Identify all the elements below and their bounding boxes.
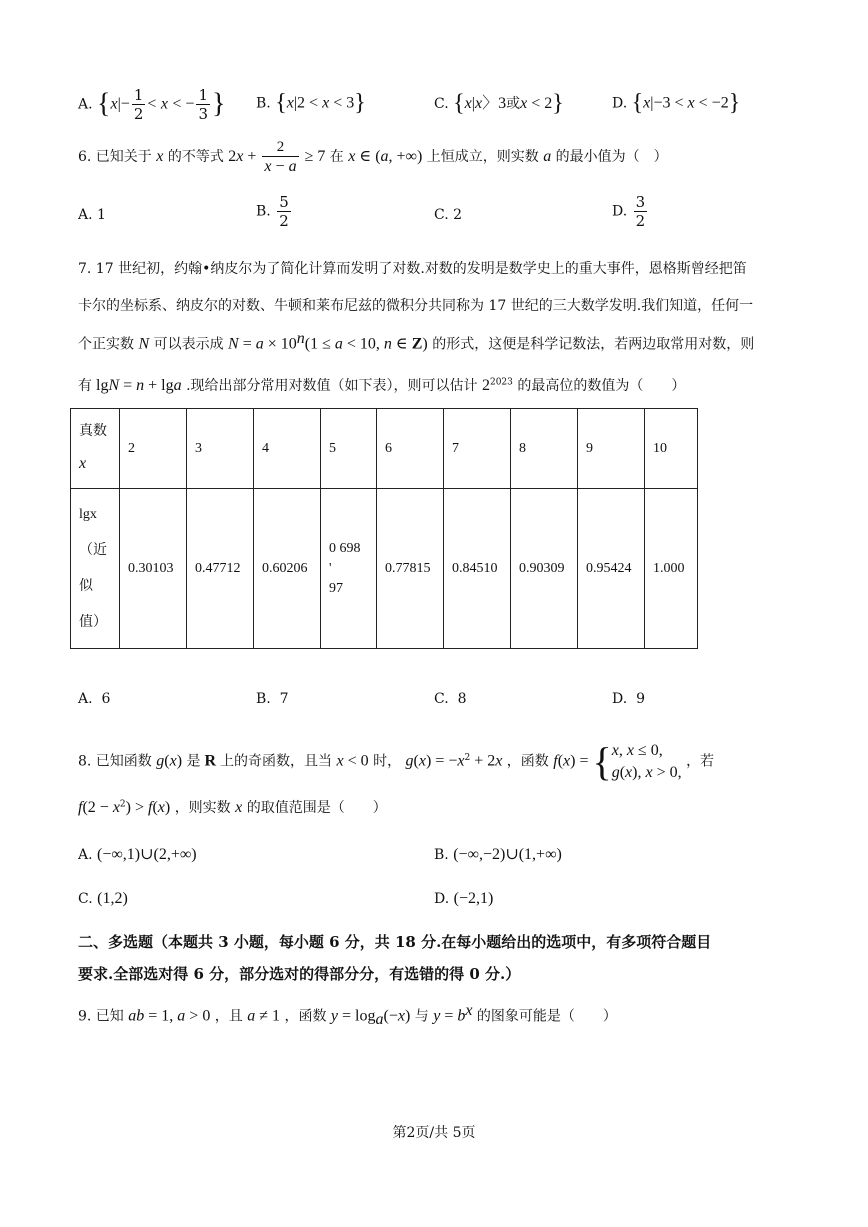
table-cell: 0.90309 xyxy=(511,489,578,649)
q6-stem: 6. 已知关于 x 的不等式 2x + $\frac{2}{x - a}$ ≥ 7 在 x ∈ (a, +∞) 上恒成立，则实数 a 的最小值为（ ） xyxy=(78,139,668,175)
table-cell: 2 xyxy=(120,409,187,489)
table-cell: 0.47712 xyxy=(187,489,254,649)
q7-line-4: 有 lgN = n + lga .现给出部分常用对数值（如下表），则可以估计 $2^{2023}$ 的最高位的数值为（ ） xyxy=(78,377,686,394)
q7-line-3: 个正实数 N 可以表示成 $N = a \times 10^n(1 \le a < 10$, n ∈ Z) 的形式，这便是科学记数法，若两边取常用对数，则 xyxy=(78,330,755,353)
q6-option-a: A. 1 xyxy=(78,207,106,223)
section-2-subheading: 要求.全部选对得 6 分，部分选对的得部分分，有选错的得 0 分.） xyxy=(78,965,521,983)
q6-option-b: B. $\frac{5}{2}$ xyxy=(256,193,289,230)
table-cell: 10 xyxy=(645,409,698,489)
page-footer: 第2页/共 5页 xyxy=(392,1125,476,1141)
q7-option-c: C. 8 xyxy=(434,691,467,707)
log-table xyxy=(70,408,698,649)
table-cell: 9 xyxy=(578,409,645,489)
table-cell: 0.60206 xyxy=(254,489,321,649)
q5-option-d: D. {x|−3 < x < −2} xyxy=(612,90,741,116)
q8-line-2: $f(2 - x^2) > f(x)$ ，则实数 x 的取值范围是（ ） xyxy=(78,799,387,816)
q8-stem: 8. 已知函数 g(x) 是 R 上的奇函数，且当 x < 0 时， $g(x) = -x^2 + 2x$ ，函数 f(x) = {x, x ≤ 0, g(x), x > 0, ，若 xyxy=(78,739,715,784)
section-2-heading: 二、多选题（本题共 3 小题，每小题 6 分，共 18 分.在每小题给出的选项中，有多项符合题目 xyxy=(78,933,712,951)
q8-option-d: D. (−2,1) xyxy=(434,890,494,907)
q6-option-d: D. $\frac{3}{2}$ xyxy=(612,193,646,230)
q7-line-2: 卡尔的坐标系、纳皮尔的对数、牛顿和莱布尼兹的微积分共同称为 17 世纪的三大数学发明.我们知道，任何一 xyxy=(78,298,754,314)
table-cell: 7 xyxy=(444,409,511,489)
table-cell: 1.000 xyxy=(645,489,698,649)
table-cell: 0.77815 xyxy=(377,489,444,649)
q8-option-a: A. (−∞,1)∪(2,+∞) xyxy=(78,846,197,863)
q8-option-b: B. (−∞,−2)∪(1,+∞) xyxy=(434,846,562,863)
q7-option-a: A. 6 xyxy=(78,691,111,707)
q5-option-a: A. {x|− $\frac{1}{2}$ < x < − $\frac{1}{3}$ } xyxy=(78,86,226,123)
table-cell: 0.95424 xyxy=(578,489,645,649)
table-cell: 0.84510 xyxy=(444,489,511,649)
table-cell: 5 xyxy=(321,409,377,489)
table-cell: 8 xyxy=(511,409,578,489)
q7-line-1: 7. 17 世纪初，约翰•纳皮尔为了简化计算而发明了对数.对数的发明是数学史上的重大事件，恩格斯曾经把笛 xyxy=(78,261,747,277)
q5-option-b: B. {x|2 < x < 3} xyxy=(256,90,366,116)
table-row-x xyxy=(71,409,698,489)
table-row-lg xyxy=(71,489,698,649)
table-cell: 3 xyxy=(187,409,254,489)
q8-option-c: C. (1,2) xyxy=(78,890,128,907)
q5-option-c: C. {x|x〉3或x < 2} xyxy=(434,90,564,117)
table-cell: 0 698 ' 97 xyxy=(321,489,377,649)
table-cell: 0.30103 xyxy=(120,489,187,649)
q7-option-d: D. 9 xyxy=(612,691,646,707)
table-cell: 6 xyxy=(377,409,444,489)
table-cell: 4 xyxy=(254,409,321,489)
table-header-label: 真数 x xyxy=(71,409,120,489)
q9-stem: 9. 已知 ab = 1, a > 0 ，且 a ≠ 1 ，函数 $y = \log_a(-x)$ 与 $y = b^x$ 的图象可能是（ ） xyxy=(78,1002,617,1029)
q6-option-c: C. 2 xyxy=(434,207,463,223)
q7-option-b: B. 7 xyxy=(256,691,289,707)
table-row-label: lgx （近 似 值） xyxy=(71,489,120,649)
